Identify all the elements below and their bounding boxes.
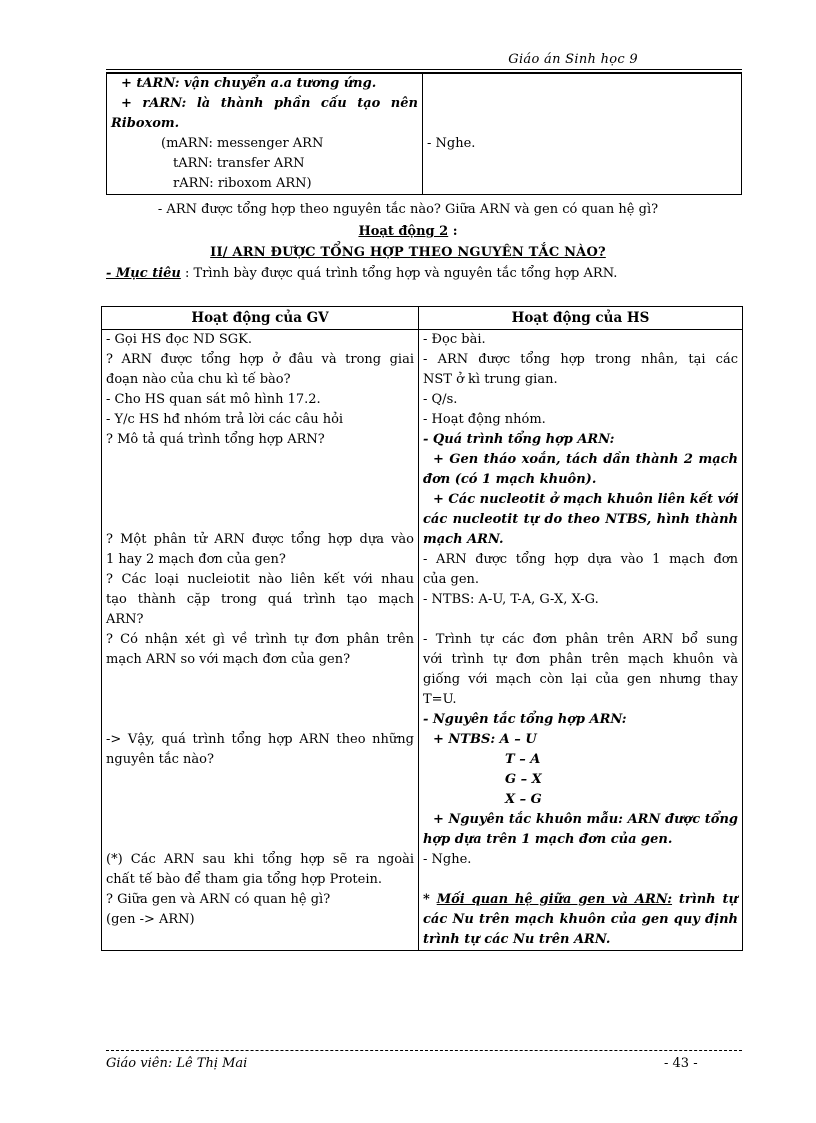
activity-table [101, 306, 743, 951]
gv-line: ? Mô tả quá trình tổng hợp ARN? [106, 432, 325, 447]
activity-heading [0, 222, 816, 242]
hs-line: mạch ARN. [423, 532, 504, 547]
section-title: II/ ARN ĐƯỢC TỔNG HỢP THEO NGUYÊN TẮC NÀO? [210, 245, 606, 260]
gv-cell [102, 330, 419, 951]
footer-teacher: Giáo viên: Lê Thị Mai [106, 1056, 248, 1071]
hs-line: + Gen tháo xoắn, tách dần thành 2 mạch [433, 452, 738, 467]
gv-line: - Y/c HS hđ nhóm trả lời các câu hỏi [106, 412, 344, 427]
rrna-note: rARN: riboxom ARN) [173, 176, 312, 191]
continuation-right-cell [423, 74, 742, 195]
gv-line: đoạn nào của chu kì tế bào? [106, 372, 291, 387]
hs-pair-line: G – X [505, 772, 542, 787]
hs-line: + Nguyên tắc khuôn mẫu: ARN được tổng [433, 812, 738, 827]
riboxom-line: Riboxom. [111, 116, 180, 131]
hs-cell [419, 330, 743, 951]
hs-line: các nucleotit tự do theo NTBS, hình thành [423, 512, 738, 527]
hs-line: - Đọc bài. [423, 332, 486, 347]
gv-line: ARN? [106, 612, 144, 627]
hs-line: + NTBS: A – U [433, 732, 537, 747]
hs-line: với trình tự đơn phân trên mạch khuôn và [423, 652, 738, 667]
hs-line: + Các nucleotit ở mạch khuôn liên kết với [433, 492, 739, 507]
gv-line: ? ARN được tổng hợp ở đâu và trong giai [106, 352, 414, 367]
hs-line: trình tự các Nu trên ARN. [423, 932, 611, 947]
hs-line: - Hoạt động nhóm. [423, 412, 546, 427]
hs-line: - Nguyên tắc tổng hợp ARN: [423, 712, 627, 727]
continuation-left-cell [107, 74, 423, 195]
hs-line: của gen. [423, 572, 480, 587]
hs-line: các Nu trên mạch khuôn của gen quy định [423, 912, 738, 927]
hs-line: - ARN được tổng hợp dựa vào 1 mạch đơn [423, 552, 738, 567]
goal-text: : Trình bày được quá trình tổng hợp và nguyên tắc tổng hợp ARN. [180, 266, 618, 281]
hs-line: - NTBS: A-U, T-A, G-X, X-G. [423, 592, 599, 607]
trna-note: tARN: transfer ARN [173, 156, 305, 171]
gv-line: nguyên tắc nào? [106, 752, 214, 767]
relation-rest: trình tự [672, 892, 738, 907]
goal-label: - Mục tiêu [106, 266, 181, 281]
hs-line: T=U. [423, 692, 457, 707]
hs-relation-line [423, 890, 738, 910]
hs-header: Hoạt động của HS [419, 307, 743, 330]
gv-line: chất tế bào để tham gia tổng hợp Protein. [106, 872, 383, 887]
header-title: Giáo án Sinh học 9 [508, 52, 638, 67]
footer-page-number: - 43 - [664, 1056, 698, 1071]
gv-line: mạch ARN so với mạch đơn của gen? [106, 652, 351, 667]
footer-rule [106, 1050, 742, 1051]
hs-line: - ARN được tổng hợp trong nhân, tại các [423, 352, 738, 367]
mrna-note: (mARN: messenger ARN [161, 136, 324, 151]
gv-line: ? Một phân tử ARN được tổng hợp dựa vào [106, 532, 414, 547]
gv-line: 1 hay 2 mạch đơn của gen? [106, 552, 286, 567]
gv-line: (gen -> ARN) [106, 912, 195, 927]
gv-line: ? Có nhận xét gì về trình tự đơn phân trên [106, 632, 414, 647]
hs-line: đơn (có 1 mạch khuôn). [423, 472, 597, 487]
hs-line: hợp dựa trên 1 mạch đơn của gen. [423, 832, 673, 847]
goal-line [106, 264, 617, 284]
gv-line: ? Các loại nucleiotit nào liên kết với nhau [106, 572, 414, 587]
gv-header: Hoạt động của GV [102, 307, 419, 330]
hs-line: - Quá trình tổng hợp ARN: [423, 432, 615, 447]
activity-colon: : [448, 224, 458, 239]
listen-text: - Nghe. [427, 136, 476, 151]
transition-question: - ARN được tổng hợp theo nguyên tắc nào? Giữa ARN và gen có quan hệ gì? [157, 202, 659, 217]
relation-star: * [423, 892, 437, 907]
gv-line: - Cho HS quan sát mô hình 17.2. [106, 392, 321, 407]
hs-line: - Nghe. [423, 852, 472, 867]
header-rule [106, 69, 742, 70]
hs-line: NST ở kì trung gian. [423, 372, 558, 387]
hs-line: giống với mạch còn lại của gen nhưng thay [423, 672, 738, 687]
gv-line: (*) Các ARN sau khi tổng hợp sẽ ra ngoài [106, 852, 414, 867]
continuation-table [106, 73, 742, 195]
hs-line: - Q/s. [423, 392, 458, 407]
relation-label: Mối quan hệ giữa gen và ARN: [436, 892, 673, 907]
hs-line: - Trình tự các đơn phân trên ARN bổ sung [423, 632, 738, 647]
gv-line: -> Vậy, quá trình tổng hợp ARN theo những [106, 732, 414, 747]
gv-line: ? Giữa gen và ARN có quan hệ gì? [106, 892, 331, 907]
hs-pair-line: X – G [505, 792, 542, 807]
rrna-line: + rARN: là thành phần cấu tạo nên [121, 96, 418, 111]
hs-pair-line: T – A [505, 752, 541, 767]
gv-line: - Gọi HS đọc ND SGK. [106, 332, 253, 347]
gv-line: tạo thành cặp trong quá trình tạo mạch [106, 592, 414, 607]
activity-label: Hoạt động 2 [358, 224, 449, 239]
trna-line: + tARN: vận chuyển a.a tương ứng. [121, 76, 377, 91]
